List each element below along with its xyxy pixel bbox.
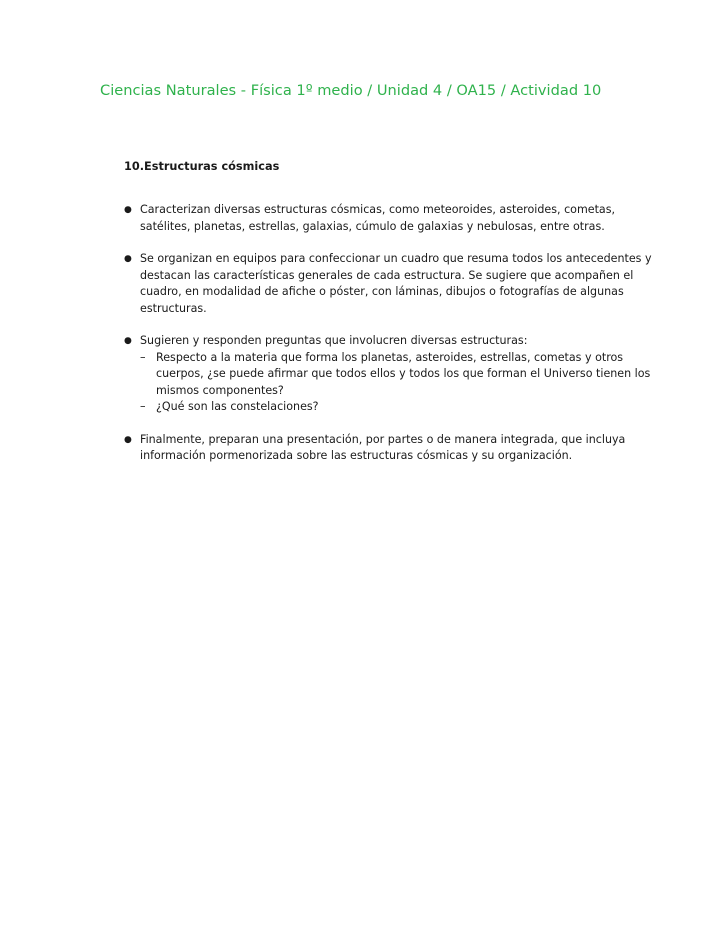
breadcrumb: Ciencias Naturales - Física 1º medio / Unidad 4 / OA15 / Actividad 10 (100, 82, 602, 99)
sub-list (140, 350, 654, 416)
bullet-icon: ● (124, 434, 132, 445)
sub-list-item-text: ¿Qué son las constelaciones? (156, 400, 319, 413)
dash-icon: – (140, 400, 146, 413)
list-item (124, 202, 654, 235)
bullet-icon: ● (124, 205, 132, 215)
sub-list-item (140, 399, 654, 416)
bullet-icon: ● (124, 336, 132, 346)
dash-icon: – (140, 350, 146, 364)
activity-content (124, 202, 654, 481)
list-item (124, 251, 654, 317)
list-item-text: Finalmente, preparan una presentación, por partes o de manera integrada, que incluya información pormenorizada sobre las estructuras cósmicas y su organización. (140, 432, 626, 462)
list-item-text: Sugieren y responden preguntas que involucren diversas estructuras: (140, 334, 528, 347)
activity-title: 10.Estructuras cósmicas (124, 160, 280, 173)
sub-list-item-text: Respecto a la materia que forma los planetas, asteroides, estrellas, cometas y otros cuerpos, ¿se puede afirmar que todos ellos y todos los que forman el Universo tienen los mismos componentes? (156, 350, 651, 397)
list-item-text: Se organizan en equipos para confeccionar un cuadro que resuma todos los antecedentes y destacan las características generales de cada estructura. Se sugiere que acompañen el cuadro, en modalidad de afiche o póster, con láminas, dibujos o fotografías de algunas estructuras. (140, 252, 652, 315)
list-item (124, 333, 654, 416)
list-item-text: Caracterizan diversas estructuras cósmicas, como meteoroides, asteroides, cometas, satélites, planetas, estrellas, galaxias, cúmulo de galaxias y nebulosas, entre otras. (140, 203, 616, 233)
list-item (124, 432, 654, 465)
sub-list-item (140, 350, 654, 400)
bullet-icon: ● (124, 254, 132, 264)
